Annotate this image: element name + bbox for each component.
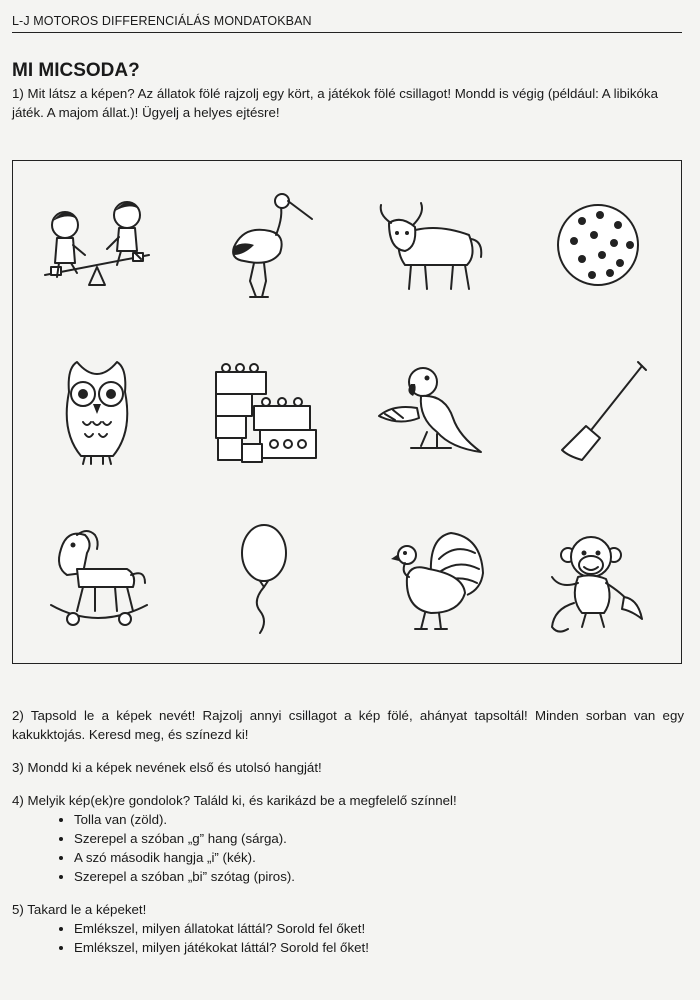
list-item: • Szerepel a szóban „bi” szótag (piros). bbox=[74, 867, 684, 886]
parrot-icon bbox=[371, 352, 491, 472]
balloon-icon bbox=[204, 519, 324, 639]
task-1-text: 1) Mit látsz a képen? Az állatok fölé rajzolj egy kört, a játékok fölé csillagot! Mondd is végig (például: A libikóka játék. A majom állat.)! Ügyelj a helyes ejtésre! bbox=[12, 86, 658, 120]
picture-cell[interactable] bbox=[514, 328, 681, 495]
task-5-list bbox=[12, 919, 684, 957]
picture-cell[interactable] bbox=[13, 496, 180, 663]
task-2-text: 2) Tapsold le a képek nevét! Rajzolj annyi csillagot a kép fölé, ahányat tapsoltál! Minden sorban van egy kakukktojás. Keresd meg, és színezd ki! bbox=[12, 708, 684, 742]
lego-bricks-icon bbox=[204, 352, 324, 472]
picture-cell[interactable] bbox=[514, 496, 681, 663]
stork-icon bbox=[204, 185, 324, 305]
turkey-icon bbox=[371, 519, 491, 639]
list-item: • Emlékszel, milyen játékokat láttál? Sorold fel őket! bbox=[74, 938, 684, 957]
picture-cell[interactable] bbox=[180, 328, 347, 495]
list-item: • A szó második hangja „i” (kék). bbox=[74, 848, 684, 867]
task-3-text: 3) Mondd ki a képek nevének első és utolsó hangját! bbox=[12, 760, 322, 775]
page-title: MI MICSODA? bbox=[12, 60, 140, 81]
picture-cell[interactable] bbox=[13, 328, 180, 495]
seesaw-icon bbox=[37, 185, 157, 305]
picture-cell[interactable] bbox=[514, 161, 681, 328]
picture-cell[interactable] bbox=[180, 161, 347, 328]
picture-cell[interactable] bbox=[13, 161, 180, 328]
rocking-horse-icon bbox=[37, 519, 157, 639]
task-4-list bbox=[12, 810, 684, 886]
bull-icon bbox=[371, 185, 491, 305]
shovel-icon bbox=[538, 352, 658, 472]
task-4-text: 4) Melyik kép(ek)re gondolok? Találd ki, és karikázd be a megfelelő színnel! bbox=[12, 793, 457, 808]
picture-cell[interactable] bbox=[347, 328, 514, 495]
list-item: • Szerepel a szóban „g” hang (sárga). bbox=[74, 829, 684, 848]
list-item: • Tolla van (zöld). bbox=[74, 810, 684, 829]
owl-icon bbox=[37, 352, 157, 472]
picture-grid bbox=[12, 160, 682, 664]
page-header: L-J MOTOROS DIFFERENCIÁLÁS MONDATOKBAN bbox=[12, 14, 682, 33]
picture-cell[interactable] bbox=[180, 496, 347, 663]
list-item: • Emlékszel, milyen állatokat láttál? Sorold fel őket! bbox=[74, 919, 684, 938]
tasks-section bbox=[12, 706, 684, 957]
monkey-icon bbox=[538, 519, 658, 639]
ball-icon bbox=[538, 185, 658, 305]
task-5-text: 5) Takard le a képeket! bbox=[12, 902, 147, 917]
picture-cell[interactable] bbox=[347, 496, 514, 663]
picture-cell[interactable] bbox=[347, 161, 514, 328]
